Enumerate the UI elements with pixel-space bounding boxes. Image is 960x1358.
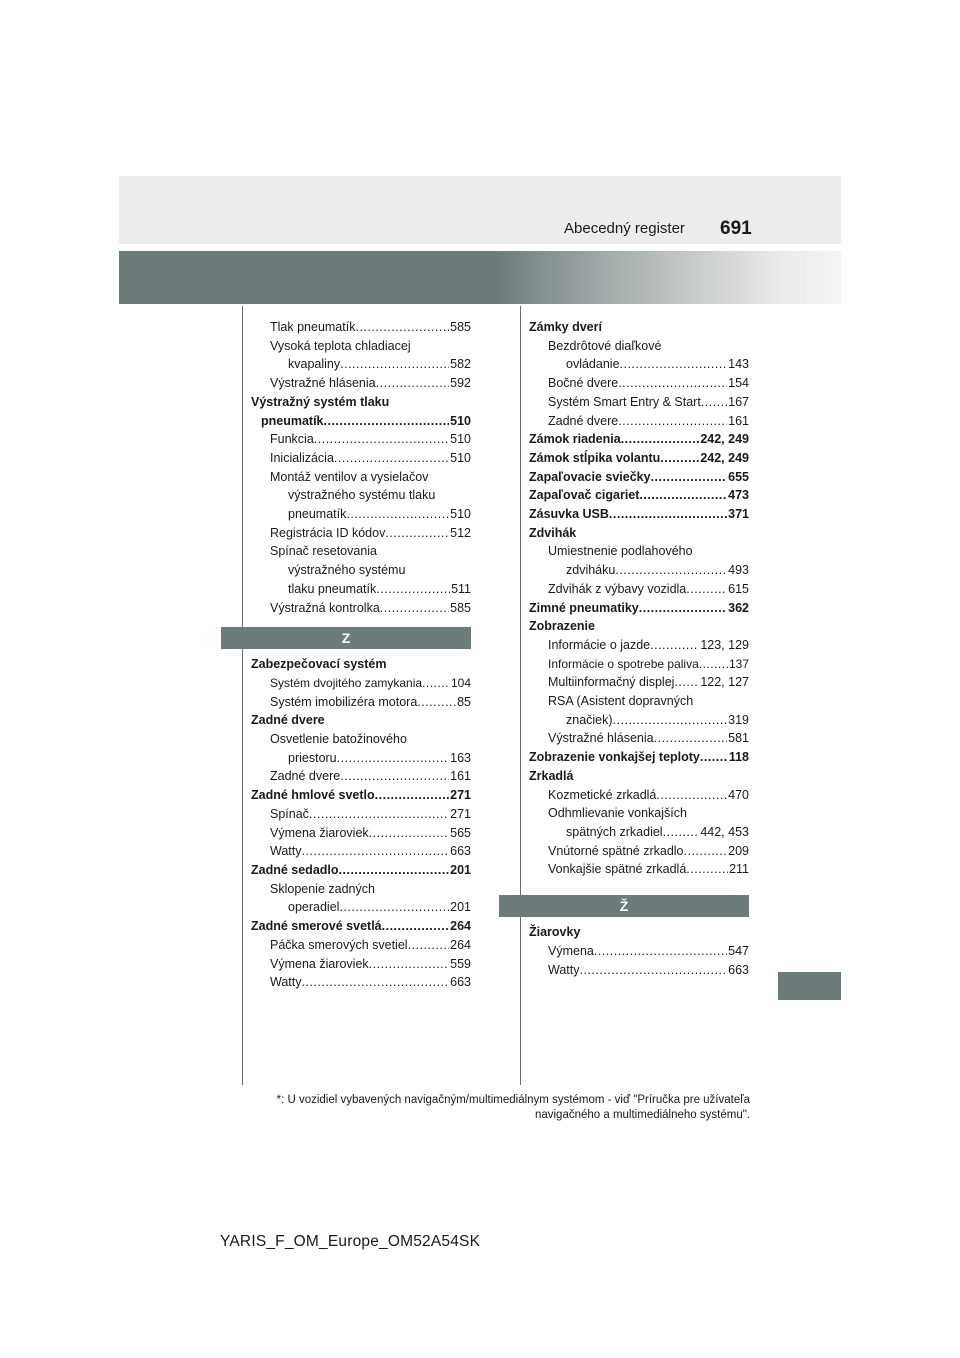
index-entry-page: 510	[450, 413, 471, 428]
index-entry-text: Zdvihák	[529, 525, 577, 540]
index-entry-text: RSA (Asistent dopravných	[548, 694, 694, 709]
index-entry	[251, 355, 471, 374]
index-column-right	[529, 318, 749, 979]
index-entry-page: 161	[450, 769, 471, 784]
index-entry-text: Zobrazenie vonkajšej teploty	[529, 750, 700, 765]
index-entry-leader	[579, 961, 727, 980]
index-entry-text: Zapaľovač cigariet	[529, 488, 640, 503]
index-entry-text: Funkcia	[270, 432, 314, 447]
index-entry-leader	[376, 374, 450, 393]
index-entry-leader	[382, 917, 450, 936]
index-entry	[529, 430, 749, 449]
index-entry-text: Výmena žiaroviek	[270, 956, 369, 971]
index-entry-leader	[339, 898, 449, 917]
index-entry-text: ovládanie	[566, 357, 620, 372]
index-entry-leader	[408, 936, 450, 955]
index-entry-text: Výstražná kontrolka	[270, 600, 380, 615]
index-entry-text: Informácie o spotrebe paliva	[548, 656, 699, 671]
index-entry-page: 512	[450, 525, 471, 540]
index-entry-text: Zámok stĺpika volantu	[529, 450, 661, 465]
index-entry-text: spätných zrkadiel	[566, 824, 663, 839]
index-entry-page: 123, 129	[700, 637, 749, 652]
index-entry	[251, 580, 471, 599]
index-entry	[529, 673, 749, 692]
index-entry-text: Páčka smerových svetiel	[270, 937, 408, 952]
index-entry	[529, 393, 749, 412]
index-entry-text: Kozmetické zrkadlá	[548, 787, 657, 802]
index-entry-text: Zabezpečovací systém	[251, 657, 387, 672]
index-entry-page: 242, 249	[700, 432, 749, 447]
index-entry	[251, 393, 471, 412]
index-entry-text: Sklopenie zadných	[270, 881, 375, 896]
index-column-left	[251, 318, 471, 992]
index-entry-leader	[346, 505, 449, 524]
index-entry-page: 581	[728, 731, 749, 746]
index-entry-page: 592	[450, 376, 471, 391]
index-entry	[251, 449, 471, 468]
index-entries-right-top	[529, 318, 749, 879]
index-entry-text: Zámky dverí	[529, 320, 602, 334]
index-entry-page: 559	[450, 956, 471, 971]
index-entry-page: 209	[728, 843, 749, 858]
index-entry-text: Montáž ventilov a vysielačov	[270, 469, 429, 484]
index-entry-text: Vnútorné spätné zrkadlo	[548, 843, 684, 858]
index-entry	[529, 860, 749, 879]
index-entry	[251, 973, 471, 992]
index-entry-page: 319	[728, 712, 749, 727]
index-entry-page: 582	[450, 357, 471, 372]
index-entry-text: Multiinformačný displej	[548, 675, 675, 690]
index-entry-text: Inicializácia	[270, 450, 334, 465]
index-entry-text: značiek)	[566, 712, 613, 727]
index-entry-page: 585	[450, 600, 471, 615]
index-entry-page: 104	[450, 675, 471, 690]
index-entry-text: Zámok riadenia	[529, 432, 621, 447]
index-entry-text: Spínač resetovania	[270, 544, 378, 559]
index-entry	[529, 942, 749, 961]
page-title: Abecedný register	[564, 220, 685, 237]
index-entry-page: 470	[728, 787, 749, 802]
letter-heading-z-caron: Ž	[499, 895, 749, 917]
index-entry-page: 143	[728, 357, 749, 372]
index-entry-text: Výmena	[548, 943, 594, 958]
index-entry-text: pneumatík	[288, 507, 347, 522]
index-entry	[529, 468, 749, 487]
footnote-line-1: *: U vozidiel vybavených navigačným/multimediálnym systémom - viď "Príručka pre užívateľa	[276, 1094, 750, 1106]
index-entry	[251, 861, 471, 880]
index-entry	[251, 917, 471, 936]
index-entry-leader	[639, 486, 727, 505]
index-entry-text: Tlak pneumatík	[270, 320, 356, 334]
index-entry-leader	[385, 524, 449, 543]
index-entry-leader	[674, 673, 699, 692]
index-entry-text: Bočné dvere	[548, 376, 619, 391]
index-entry	[529, 617, 749, 636]
index-entry	[251, 599, 471, 618]
index-entry-leader	[334, 449, 449, 468]
index-entry	[251, 749, 471, 768]
header-gradient-band	[119, 251, 841, 304]
index-entry-text: Zadné hmlové svetlo	[251, 788, 375, 803]
index-entry-leader	[615, 561, 727, 580]
index-entry-leader	[686, 580, 727, 599]
index-entry	[529, 318, 749, 337]
index-entry-leader	[324, 412, 450, 431]
index-entry-page: 510	[450, 450, 471, 465]
index-entries-left-bottom	[251, 655, 471, 992]
index-entry-leader	[651, 468, 728, 487]
index-entry-page: 201	[450, 862, 471, 877]
index-entry	[251, 730, 471, 749]
index-entry-text: výstražného systému tlaku	[288, 488, 436, 503]
index-entry-leader	[340, 767, 449, 786]
index-entry-text: Vysoká teplota chladiacej	[270, 338, 411, 353]
index-entry	[251, 524, 471, 543]
index-entry-leader	[686, 860, 728, 879]
index-entry	[529, 486, 749, 505]
index-entry	[529, 505, 749, 524]
index-entry-text: Vonkajšie spätné zrkadlá	[548, 862, 687, 877]
index-entry-text: Výstražné hlásenia	[270, 376, 376, 391]
index-entry-page: 565	[450, 825, 471, 840]
index-entry	[529, 412, 749, 431]
index-entry-leader	[375, 786, 449, 805]
index-entry	[529, 823, 749, 842]
index-entry-text: Umiestnenie podlahového	[548, 544, 693, 559]
index-entry-leader	[663, 823, 700, 842]
index-entry-page: 211	[729, 862, 749, 877]
index-entry-leader	[701, 393, 727, 412]
page-number: 691	[720, 218, 752, 239]
index-entry-leader	[618, 412, 727, 431]
index-entry	[251, 786, 471, 805]
index-entry-leader	[422, 674, 450, 693]
index-entry-leader	[639, 599, 727, 618]
index-entry	[529, 923, 749, 942]
index-entry-text: Watty	[548, 962, 580, 977]
index-entry-text: Systém imobilizéra motora	[270, 694, 418, 709]
index-entry-leader	[700, 748, 728, 767]
index-entry-leader	[660, 449, 699, 468]
index-entry-text: Výmena žiaroviek	[270, 825, 369, 840]
index-entry-leader	[301, 842, 449, 861]
index-entry-leader	[684, 842, 728, 861]
document-code: YARIS_F_OM_Europe_OM52A54SK	[220, 1233, 481, 1250]
index-entry-page: 493	[728, 563, 749, 578]
index-entry	[251, 561, 471, 580]
index-entry	[251, 430, 471, 449]
index-entry	[529, 729, 749, 748]
index-entry-page: 473	[728, 488, 749, 503]
index-entry-leader	[337, 749, 450, 768]
index-entry-page: 271	[450, 806, 471, 821]
index-entry	[529, 786, 749, 805]
footnote-line-2: navigačného a multimediálneho systému".	[534, 1109, 750, 1121]
index-entry	[529, 767, 749, 786]
index-entry	[251, 505, 471, 524]
index-entry-text: pneumatík	[261, 413, 324, 428]
index-entry-text: Zadné dvere	[548, 413, 619, 428]
index-entry-leader	[314, 430, 449, 449]
index-entry-leader	[309, 805, 449, 824]
index-entry-leader	[369, 824, 449, 843]
index-entry-page: 167	[728, 394, 749, 409]
index-entry	[251, 805, 471, 824]
index-entry-leader	[376, 580, 450, 599]
index-entry-text: Zimné pneumatiky	[529, 600, 639, 615]
index-entry	[251, 374, 471, 393]
index-entry-page: 663	[728, 962, 749, 977]
index-entry	[251, 674, 471, 693]
index-entry-page: 585	[450, 320, 471, 334]
index-entry-text: Osvetlenie batožinového	[270, 732, 407, 747]
index-entry-leader	[620, 355, 728, 374]
index-entry	[529, 449, 749, 468]
index-entry-text: Systém Smart Entry & Start	[548, 394, 701, 409]
index-entry	[251, 955, 471, 974]
index-entry-page: 655	[728, 469, 749, 484]
index-entry	[251, 898, 471, 917]
index-entry	[529, 561, 749, 580]
index-entry-leader	[355, 318, 449, 337]
index-entry-page: 371	[728, 507, 749, 522]
index-entry	[529, 692, 749, 711]
index-entry	[529, 580, 749, 599]
index-entry-leader	[380, 599, 449, 618]
index-entry	[529, 599, 749, 618]
index-entries-right-bottom	[529, 923, 749, 979]
index-entry	[251, 936, 471, 955]
index-entry-page: 264	[450, 937, 471, 952]
index-entries-left-top	[251, 318, 471, 617]
index-entry-text: Žiarovky	[529, 925, 581, 940]
index-entry	[529, 337, 749, 356]
index-entry	[251, 412, 471, 431]
index-entry-leader	[369, 955, 449, 974]
index-entry	[251, 542, 471, 561]
index-entry-text: Zadné smerové svetlá	[251, 919, 382, 934]
index-entry-leader	[594, 942, 727, 961]
index-entry-text: Zapaľovacie sviečky	[529, 469, 651, 484]
index-entry-page: 137	[728, 656, 749, 671]
index-entry	[529, 524, 749, 543]
index-entry-page: 271	[450, 788, 471, 803]
column-divider-middle	[520, 306, 521, 1085]
index-entry-page: 510	[450, 432, 471, 447]
index-entry	[251, 655, 471, 674]
index-entry	[529, 804, 749, 823]
index-entry-text: Watty	[270, 975, 302, 990]
index-entry	[529, 355, 749, 374]
index-entry-leader	[650, 636, 699, 655]
index-entry-page: 511	[451, 581, 471, 596]
index-entry-text: Watty	[270, 844, 302, 859]
index-entry-text: Systém dvojitého zamykania	[270, 675, 423, 690]
index-entry-page: 163	[450, 750, 471, 765]
index-entry-leader	[699, 655, 728, 674]
index-entry-text: Zdvihák z výbavy vozidla	[548, 581, 687, 596]
index-entry	[251, 468, 471, 487]
index-entry-page: 510	[450, 507, 471, 522]
index-entry	[529, 636, 749, 655]
index-entry-page: 122, 127	[700, 675, 749, 690]
index-entry-page: 442, 453	[700, 824, 749, 839]
index-entry	[529, 711, 749, 730]
index-entry-text: operadiel	[288, 900, 340, 915]
index-entry-leader	[417, 693, 456, 712]
index-entry-text: Zadné dvere	[251, 713, 325, 728]
index-entry	[529, 374, 749, 393]
index-entry-page: 201	[450, 900, 471, 915]
index-entry-text: Informácie o jazde	[548, 637, 651, 652]
index-entry-page: 242, 249	[700, 450, 749, 465]
index-entry-page: 362	[728, 600, 749, 615]
index-entry-leader	[609, 505, 727, 524]
index-entry-page: 663	[450, 975, 471, 990]
index-entry-text: Zadné sedadlo	[251, 862, 339, 877]
index-entry	[529, 655, 749, 674]
index-entry	[251, 711, 471, 730]
index-entry	[251, 824, 471, 843]
index-entry-page: 85	[457, 694, 471, 709]
index-entry-page: 663	[450, 844, 471, 859]
index-entry-text: Zadné dvere	[270, 769, 341, 784]
index-entry-page: 161	[728, 413, 749, 428]
index-entry-text: zdviháku	[566, 563, 616, 578]
index-entry	[529, 842, 749, 861]
index-entry-text: tlaku pneumatík	[288, 581, 377, 596]
index-entry	[251, 693, 471, 712]
index-entry-text: Zrkadlá	[529, 768, 574, 783]
index-entry-text: Zásuvka USB	[529, 507, 609, 522]
index-entry-leader	[613, 711, 728, 730]
index-entry-text: Bezdrôtové diaľkové	[548, 338, 662, 353]
index-entry-leader	[621, 430, 700, 449]
index-entry-text: Odhmlievanie vonkajších	[548, 806, 687, 821]
index-entry-page: 118	[728, 750, 749, 765]
index-entry	[251, 880, 471, 899]
index-entry-page: 264	[450, 919, 471, 934]
index-entry-leader	[656, 786, 727, 805]
footnote	[210, 1093, 750, 1123]
index-entry-text: výstražného systému	[288, 563, 406, 578]
letter-heading-z: Z	[221, 627, 471, 649]
section-side-tab	[778, 972, 841, 1000]
index-entry-page: 547	[728, 943, 749, 958]
index-entry-text: Výstražný systém tlaku	[251, 394, 390, 409]
index-entry-leader	[340, 355, 449, 374]
index-entry-text: Registrácia ID kódov	[270, 525, 386, 540]
index-entry	[529, 748, 749, 767]
index-entry-text: Zobrazenie	[529, 619, 595, 634]
index-entry	[529, 961, 749, 980]
index-entry	[251, 318, 471, 337]
index-entry	[251, 337, 471, 356]
index-entry-text: Výstražné hlásenia	[548, 731, 654, 746]
index-entry-leader	[654, 729, 728, 748]
index-entry-leader	[339, 861, 450, 880]
index-entry	[529, 542, 749, 561]
index-entry-leader	[618, 374, 727, 393]
column-divider-left	[242, 306, 243, 1085]
index-entry	[251, 767, 471, 786]
index-entry-text: priestoru	[288, 750, 337, 765]
index-entry	[251, 842, 471, 861]
index-entry	[251, 486, 471, 505]
index-entry-text: Spínač	[270, 806, 309, 821]
index-entry-text: kvapaliny	[288, 357, 341, 372]
index-entry-page: 615	[728, 581, 749, 596]
index-entry-leader	[301, 973, 449, 992]
index-entry-page: 154	[728, 376, 749, 391]
